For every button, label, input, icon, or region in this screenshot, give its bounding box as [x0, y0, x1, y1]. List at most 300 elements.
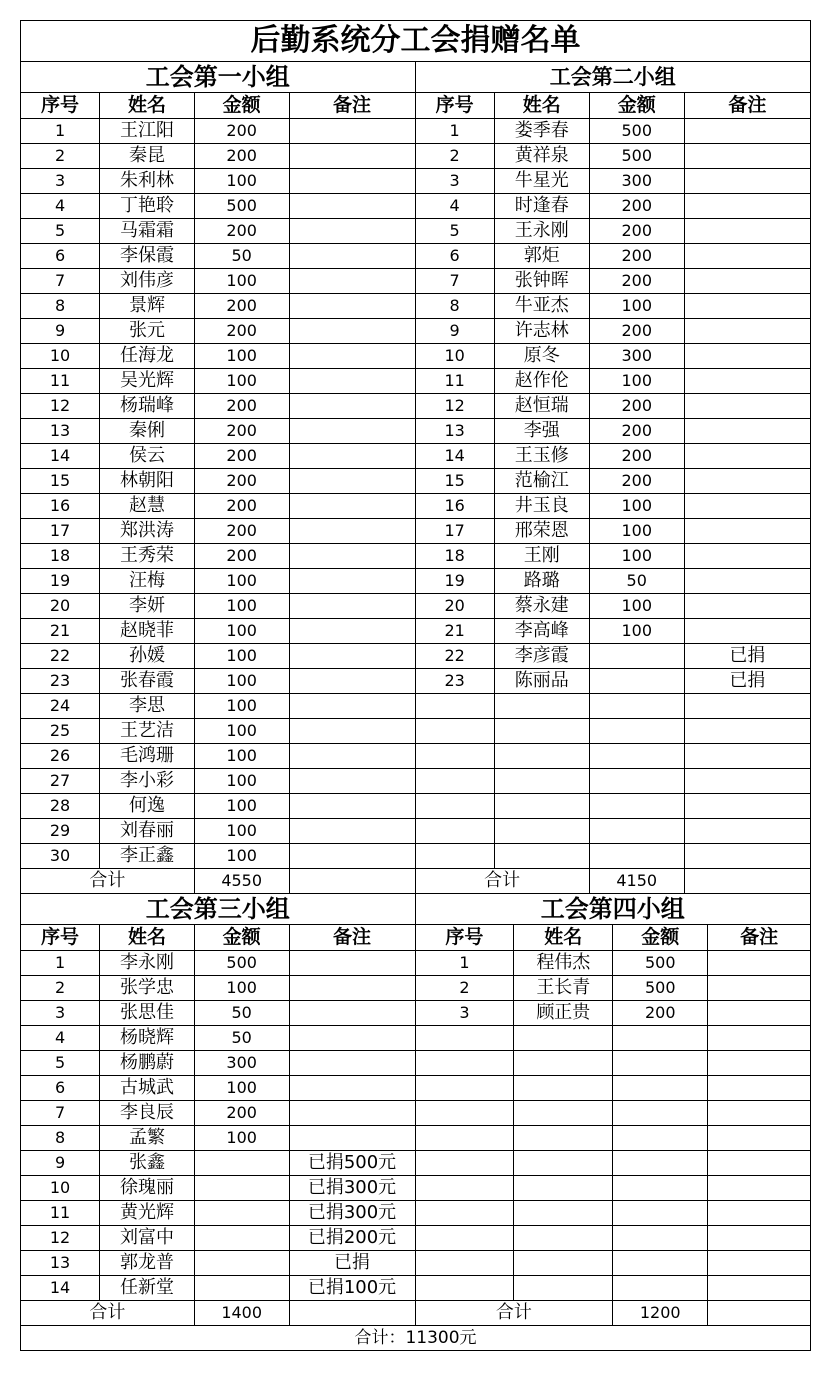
- member-name: 张学忠: [100, 976, 195, 1001]
- donation-amount: 200: [589, 319, 684, 344]
- row-number: 4: [21, 194, 100, 219]
- total-label: 合计: [21, 1301, 194, 1326]
- total-label: 合计: [416, 869, 590, 894]
- header-row: [21, 93, 415, 119]
- donation-note: [289, 819, 414, 844]
- donation-amount: [589, 819, 684, 844]
- table-row: [21, 1276, 415, 1301]
- member-name: 任新堂: [100, 1276, 195, 1301]
- table-row: [416, 119, 811, 144]
- sheet-title: 后勤系统分工会捐赠名单: [21, 21, 810, 62]
- row-number: 14: [21, 1276, 100, 1301]
- donation-note: [289, 469, 414, 494]
- column-header-note: 备注: [684, 93, 810, 119]
- donation-note: [289, 494, 414, 519]
- row-number: [416, 1151, 514, 1176]
- table-row: [21, 694, 415, 719]
- donation-note: [289, 369, 414, 394]
- donation-note: [708, 1026, 810, 1051]
- table-row: [21, 1251, 415, 1276]
- table-row: [21, 494, 415, 519]
- member-name: 李小彩: [100, 769, 195, 794]
- member-name: [514, 1051, 613, 1076]
- total-amount: 1200: [613, 1301, 708, 1326]
- donation-amount: [613, 1026, 708, 1051]
- table-row: [21, 619, 415, 644]
- member-name: 郭炬: [494, 244, 589, 269]
- row-number: 19: [21, 569, 100, 594]
- donation-amount: [589, 844, 684, 869]
- table-row: [416, 1101, 811, 1126]
- member-name: [514, 1276, 613, 1301]
- donation-amount: 200: [194, 544, 289, 569]
- row-number: [416, 1051, 514, 1076]
- total-row: [416, 869, 811, 894]
- table-row: [416, 669, 811, 694]
- donation-note: [289, 644, 414, 669]
- member-name: [494, 769, 589, 794]
- table-row: [416, 794, 811, 819]
- row-number: 9: [416, 319, 495, 344]
- donation-note: [684, 344, 810, 369]
- row-number: 24: [21, 694, 100, 719]
- group-header: 工会第三小组: [21, 894, 415, 925]
- row-number: 8: [416, 294, 495, 319]
- row-number: 16: [21, 494, 100, 519]
- row-number: 28: [21, 794, 100, 819]
- total-label: 合计: [416, 1301, 613, 1326]
- donation-note: [708, 976, 810, 1001]
- donation-amount: [194, 1151, 289, 1176]
- table-row: [416, 1126, 811, 1151]
- row-number: 7: [21, 269, 100, 294]
- group-header: 工会第四小组: [416, 894, 811, 925]
- donation-amount: [194, 1251, 289, 1276]
- table-row: [416, 194, 811, 219]
- donation-note: [289, 169, 414, 194]
- donation-amount: 200: [194, 319, 289, 344]
- table-row: [416, 1151, 811, 1176]
- donation-amount: 200: [194, 294, 289, 319]
- table-row: [416, 544, 811, 569]
- donation-note: [684, 244, 810, 269]
- header-row: [416, 93, 811, 119]
- row-number: [416, 744, 495, 769]
- row-number: 7: [21, 1101, 100, 1126]
- row-number: 8: [21, 294, 100, 319]
- member-name: 黄祥泉: [494, 144, 589, 169]
- donation-note: 已捐: [684, 669, 810, 694]
- donation-amount: [194, 1226, 289, 1251]
- row-number: 10: [21, 1176, 100, 1201]
- donation-amount: [613, 1076, 708, 1101]
- donation-amount: [613, 1126, 708, 1151]
- donation-note: [289, 976, 414, 1001]
- table-row: [416, 719, 811, 744]
- member-name: 李思: [100, 694, 195, 719]
- table-row: [21, 444, 415, 469]
- table-row: [21, 719, 415, 744]
- total-note: [684, 869, 810, 894]
- donation-note: [684, 619, 810, 644]
- donation-note: [289, 951, 414, 976]
- group-table: [416, 93, 811, 894]
- table-row: [416, 444, 811, 469]
- donation-amount: 100: [194, 569, 289, 594]
- donation-amount: 100: [194, 719, 289, 744]
- row-number: 12: [21, 1226, 100, 1251]
- group-2: [416, 62, 811, 894]
- column-header-amount: 金额: [613, 925, 708, 951]
- donation-sheet: [20, 20, 811, 1351]
- donation-amount: 100: [194, 1126, 289, 1151]
- table-row: [21, 1001, 415, 1026]
- table-row: [416, 694, 811, 719]
- member-name: 任海龙: [100, 344, 195, 369]
- member-name: 张思佳: [100, 1001, 195, 1026]
- table-row: [416, 1226, 811, 1251]
- row-number: 23: [21, 669, 100, 694]
- table-row: [21, 951, 415, 976]
- donation-note: [289, 394, 414, 419]
- member-name: 李妍: [100, 594, 195, 619]
- donation-note: [289, 1026, 414, 1051]
- table-row: [21, 1126, 415, 1151]
- donation-amount: 300: [194, 1051, 289, 1076]
- table-row: [21, 1226, 415, 1251]
- member-name: [494, 844, 589, 869]
- table-row: [21, 244, 415, 269]
- member-name: [514, 1126, 613, 1151]
- member-name: [514, 1201, 613, 1226]
- donation-amount: 100: [589, 619, 684, 644]
- row-number: 15: [21, 469, 100, 494]
- column-header-name: 姓名: [494, 93, 589, 119]
- donation-amount: 100: [194, 844, 289, 869]
- row-number: 19: [416, 569, 495, 594]
- donation-amount: 100: [194, 644, 289, 669]
- donation-note: [684, 594, 810, 619]
- row-number: [416, 1276, 514, 1301]
- row-number: [416, 694, 495, 719]
- table-row: [416, 976, 811, 1001]
- donation-note: [289, 569, 414, 594]
- member-name: 王秀荣: [100, 544, 195, 569]
- member-name: 林朝阳: [100, 469, 195, 494]
- donation-amount: 100: [194, 1076, 289, 1101]
- table-row: [416, 1176, 811, 1201]
- donation-note: 已捐: [684, 644, 810, 669]
- table-row: [21, 1176, 415, 1201]
- donation-note: [684, 419, 810, 444]
- donation-note: [708, 1176, 810, 1201]
- member-name: 路璐: [494, 569, 589, 594]
- donation-note: [684, 169, 810, 194]
- member-name: 李彦霞: [494, 644, 589, 669]
- column-header-note: 备注: [708, 925, 810, 951]
- row-number: [416, 1101, 514, 1126]
- row-number: 6: [416, 244, 495, 269]
- member-name: 黄光辉: [100, 1201, 195, 1226]
- row-number: [416, 819, 495, 844]
- row-number: 12: [21, 394, 100, 419]
- member-name: 刘伟彦: [100, 269, 195, 294]
- donation-note: [684, 744, 810, 769]
- group-1: [21, 62, 416, 894]
- row-number: 26: [21, 744, 100, 769]
- donation-amount: 200: [194, 219, 289, 244]
- table-row: [416, 844, 811, 869]
- total-amount: 1400: [194, 1301, 289, 1326]
- row-number: 16: [416, 494, 495, 519]
- row-number: [416, 1126, 514, 1151]
- donation-amount: [613, 1201, 708, 1226]
- member-name: 秦俐: [100, 419, 195, 444]
- row-number: 6: [21, 244, 100, 269]
- row-number: 13: [416, 419, 495, 444]
- row-number: [416, 1251, 514, 1276]
- donation-note: 已捐200元: [289, 1226, 414, 1251]
- member-name: 杨鹏蔚: [100, 1051, 195, 1076]
- donation-note: [684, 219, 810, 244]
- row-number: 21: [21, 619, 100, 644]
- group-header: 工会第二小组: [416, 62, 811, 93]
- donation-amount: [589, 769, 684, 794]
- group-table: [416, 925, 811, 1326]
- table-row: [21, 519, 415, 544]
- donation-note: [289, 719, 414, 744]
- total-row: [21, 1301, 415, 1326]
- table-row: [416, 344, 811, 369]
- member-name: [514, 1226, 613, 1251]
- member-name: [514, 1101, 613, 1126]
- row-number: 1: [21, 951, 100, 976]
- member-name: 古城武: [100, 1076, 195, 1101]
- total-note: [289, 869, 414, 894]
- donation-amount: 200: [589, 219, 684, 244]
- column-header-amount: 金额: [194, 925, 289, 951]
- table-row: [21, 794, 415, 819]
- member-name: 李强: [494, 419, 589, 444]
- donation-note: [684, 469, 810, 494]
- group-table: [21, 93, 415, 894]
- member-name: 秦昆: [100, 144, 195, 169]
- donation-amount: 100: [194, 976, 289, 1001]
- table-row: [21, 1151, 415, 1176]
- table-row: [416, 169, 811, 194]
- row-number: 17: [21, 519, 100, 544]
- donation-note: [289, 844, 414, 869]
- row-number: 11: [21, 369, 100, 394]
- donation-note: [708, 1226, 810, 1251]
- donation-note: [289, 1051, 414, 1076]
- row-number: 3: [416, 1001, 514, 1026]
- donation-note: [289, 694, 414, 719]
- table-row: [416, 569, 811, 594]
- donation-amount: [589, 719, 684, 744]
- row-number: 8: [21, 1126, 100, 1151]
- row-number: 30: [21, 844, 100, 869]
- member-name: 刘富中: [100, 1226, 195, 1251]
- donation-amount: [194, 1176, 289, 1201]
- member-name: 许志林: [494, 319, 589, 344]
- donation-amount: 200: [194, 419, 289, 444]
- member-name: 陈丽品: [494, 669, 589, 694]
- member-name: 赵晓菲: [100, 619, 195, 644]
- donation-note: [684, 494, 810, 519]
- member-name: 马霜霜: [100, 219, 195, 244]
- donation-amount: 50: [589, 569, 684, 594]
- row-number: 21: [416, 619, 495, 644]
- donation-note: [289, 1126, 414, 1151]
- member-name: 杨晓辉: [100, 1026, 195, 1051]
- table-row: [21, 594, 415, 619]
- table-row: [416, 519, 811, 544]
- member-name: 张钟晖: [494, 269, 589, 294]
- donation-amount: 100: [589, 494, 684, 519]
- lower-groups: [21, 894, 810, 1326]
- donation-amount: [589, 694, 684, 719]
- table-row: [416, 744, 811, 769]
- donation-amount: 200: [589, 394, 684, 419]
- member-name: 张元: [100, 319, 195, 344]
- donation-note: [684, 544, 810, 569]
- donation-note: [684, 844, 810, 869]
- row-number: 17: [416, 519, 495, 544]
- donation-amount: 200: [194, 519, 289, 544]
- table-row: [416, 1251, 811, 1276]
- donation-note: 已捐500元: [289, 1151, 414, 1176]
- column-header-name: 姓名: [100, 93, 195, 119]
- donation-amount: 100: [194, 819, 289, 844]
- column-header-amount: 金额: [589, 93, 684, 119]
- donation-note: [684, 269, 810, 294]
- donation-amount: 200: [589, 419, 684, 444]
- member-name: 程伟杰: [514, 951, 613, 976]
- group-4: [416, 894, 811, 1326]
- table-row: [21, 419, 415, 444]
- donation-note: [708, 951, 810, 976]
- donation-amount: 200: [194, 1101, 289, 1126]
- member-name: 景辉: [100, 294, 195, 319]
- member-name: 娄季春: [494, 119, 589, 144]
- table-row: [416, 369, 811, 394]
- member-name: 赵恒瑞: [494, 394, 589, 419]
- table-row: [21, 1076, 415, 1101]
- donation-note: [289, 544, 414, 569]
- column-header-no: 序号: [416, 93, 495, 119]
- donation-amount: [613, 1276, 708, 1301]
- member-name: 孟繁: [100, 1126, 195, 1151]
- donation-amount: 100: [194, 669, 289, 694]
- member-name: 赵作伦: [494, 369, 589, 394]
- donation-amount: [613, 1101, 708, 1126]
- donation-note: 已捐100元: [289, 1276, 414, 1301]
- row-number: [416, 844, 495, 869]
- donation-amount: 100: [589, 369, 684, 394]
- member-name: 李保霞: [100, 244, 195, 269]
- member-name: [494, 719, 589, 744]
- donation-note: [289, 144, 414, 169]
- donation-amount: 500: [589, 119, 684, 144]
- member-name: 张鑫: [100, 1151, 195, 1176]
- table-row: [21, 644, 415, 669]
- member-name: 时逢春: [494, 194, 589, 219]
- table-row: [21, 544, 415, 569]
- row-number: 3: [21, 1001, 100, 1026]
- member-name: 王艺洁: [100, 719, 195, 744]
- member-name: 王永刚: [494, 219, 589, 244]
- table-row: [416, 1026, 811, 1051]
- donation-note: [708, 1201, 810, 1226]
- donation-amount: [613, 1226, 708, 1251]
- donation-amount: 200: [589, 269, 684, 294]
- donation-note: [289, 219, 414, 244]
- member-name: [514, 1026, 613, 1051]
- row-number: 5: [416, 219, 495, 244]
- donation-note: [289, 319, 414, 344]
- member-name: 王刚: [494, 544, 589, 569]
- table-row: [416, 951, 811, 976]
- table-row: [21, 269, 415, 294]
- member-name: 丁艳聆: [100, 194, 195, 219]
- table-row: [21, 1026, 415, 1051]
- donation-note: 已捐300元: [289, 1201, 414, 1226]
- row-number: [416, 794, 495, 819]
- donation-amount: 50: [194, 1026, 289, 1051]
- table-row: [21, 369, 415, 394]
- member-name: 侯云: [100, 444, 195, 469]
- donation-amount: 500: [613, 976, 708, 1001]
- member-name: 李高峰: [494, 619, 589, 644]
- donation-note: [708, 1001, 810, 1026]
- member-name: 赵慧: [100, 494, 195, 519]
- row-number: 22: [416, 644, 495, 669]
- member-name: 王玉修: [494, 444, 589, 469]
- donation-amount: 100: [194, 269, 289, 294]
- table-row: [416, 144, 811, 169]
- donation-amount: 300: [589, 344, 684, 369]
- member-name: [494, 694, 589, 719]
- row-number: [416, 719, 495, 744]
- donation-note: [684, 769, 810, 794]
- donation-amount: 500: [194, 951, 289, 976]
- donation-amount: 200: [589, 194, 684, 219]
- grand-total: 合计：11300元: [354, 1328, 477, 1348]
- donation-note: [684, 394, 810, 419]
- donation-amount: 200: [194, 119, 289, 144]
- donation-note: [289, 344, 414, 369]
- upper-groups: [21, 62, 810, 894]
- table-row: [21, 744, 415, 769]
- row-number: 11: [21, 1201, 100, 1226]
- row-number: 5: [21, 219, 100, 244]
- row-number: 14: [416, 444, 495, 469]
- member-name: 徐瑰丽: [100, 1176, 195, 1201]
- donation-note: [684, 294, 810, 319]
- member-name: 汪梅: [100, 569, 195, 594]
- table-row: [21, 394, 415, 419]
- row-number: 22: [21, 644, 100, 669]
- table-row: [21, 1051, 415, 1076]
- row-number: 2: [416, 144, 495, 169]
- row-number: 2: [21, 976, 100, 1001]
- total-note: [708, 1301, 810, 1326]
- donation-note: [684, 369, 810, 394]
- donation-amount: 200: [194, 444, 289, 469]
- donation-amount: 100: [194, 369, 289, 394]
- table-row: [416, 819, 811, 844]
